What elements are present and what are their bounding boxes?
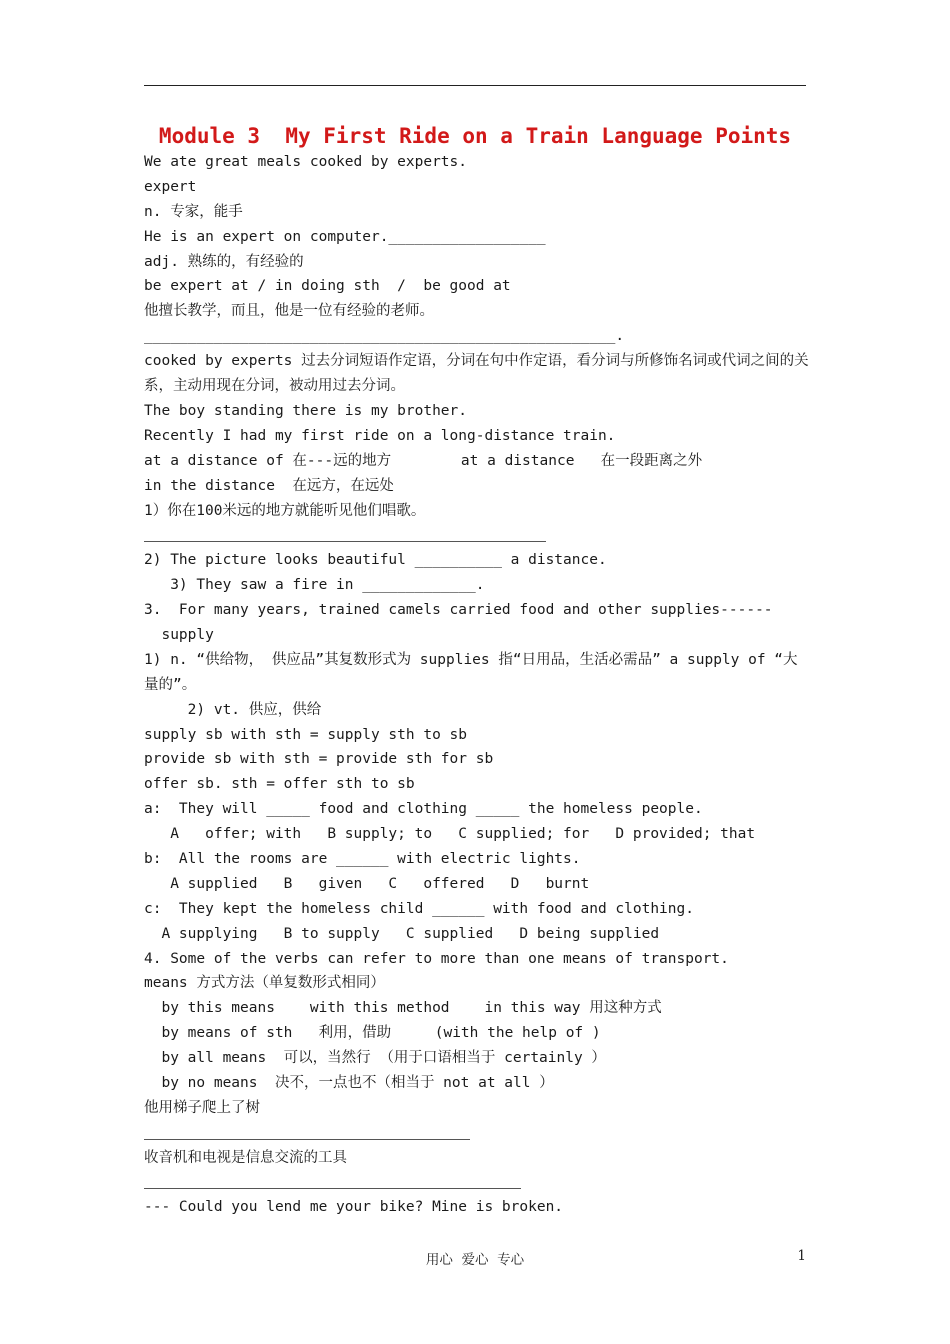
text-line: He is an expert on computer.__________________ [144, 228, 546, 245]
text-line: means 方式方法（单复数形式相同） [144, 975, 385, 992]
text-line: The boy standing there is my brother. [144, 402, 468, 419]
text-line: n. 专家，能手 [144, 203, 243, 220]
text-line: We ate great meals cooked by experts. [144, 154, 468, 170]
text-line: 他擅长教学，而且，他是一位有经验的老师。 [144, 303, 434, 320]
text-line: provide sb with sth = provide sth for sb [144, 751, 494, 768]
answer-rule [144, 1171, 810, 1196]
text-line: b: All the rooms are ______ with electric lights. [144, 851, 581, 867]
text-line: A offer; with B supply; to C supplied; for D provided; that [144, 826, 756, 843]
text-line: in the distance 在远方，在远处 [144, 477, 394, 494]
page-number: 1 [797, 1248, 806, 1264]
text-line: supply sb with sth = supply sth to sb [144, 726, 468, 743]
document-body [144, 150, 810, 1220]
text-line: 4. Some of the verbs can refer to more than one means of transport. [144, 950, 729, 967]
text-line: 2) vt. 供应，供给 [144, 701, 322, 718]
answer-rule [144, 1121, 810, 1146]
text-paragraph: cooked by experts 过去分词短语作定语，分词在句中作定语，看分词与所修饰名词或代词之间的关系，主动用现在分词，被动用过去分词。 [144, 353, 809, 395]
text-line: offer sb. sth = offer sth to sb [144, 776, 415, 793]
text-line: expert [144, 178, 197, 195]
text-line: 2) The picture looks beautiful __________ a distance. [144, 552, 607, 569]
text-line: adj. 熟练的，有经验的 [144, 253, 304, 270]
page-title: Module 3 My First Ride on a Train Language Points [158, 124, 792, 148]
text-line: by means of sth 利用，借助 (with the help of ) [144, 1025, 601, 1042]
text-line: A supplying B to supply C supplied D being supplied [144, 925, 660, 942]
answer-blank-line: ______________________________________________________. [144, 328, 625, 345]
text-line: 3. For many years, trained camels carried food and other supplies------ [144, 602, 773, 619]
text-line: by no means 决不，一点也不（相当于 not at all ） [144, 1075, 554, 1092]
text-line: c: They kept the homeless child ______ with food and clothing. [144, 900, 694, 917]
text-line: supply [144, 626, 214, 643]
page-footer [0, 1248, 950, 1268]
footer-motto: 用心 爱心 专心 [425, 1252, 525, 1268]
text-line: 收音机和电视是信息交流的工具 [144, 1149, 347, 1166]
answer-rule [144, 523, 810, 548]
text-line: at a distance of 在---远的地方 at a distance 在一段距离之外 [144, 452, 703, 469]
text-line: 他用梯子爬上了树 [144, 1099, 260, 1116]
text-line: Recently I had my first ride on a long-distance train. [144, 427, 616, 444]
text-line: by this means with this method in this way 用这种方式 [144, 1000, 662, 1017]
text-line: --- Could you lend me your bike? Mine is broken. [144, 1199, 564, 1216]
header-rule [144, 85, 806, 86]
text-paragraph: 1) n. “供给物， 供应品”其复数形式为 supplies 指“日用品，生活必需品” a supply of “大量的”。 [144, 651, 798, 693]
text-line: 3) They saw a fire in _____________. [144, 577, 485, 594]
text-line: by all means 可以，当然行 （用于口语相当于 certainly ） [144, 1050, 606, 1067]
text-line: be expert at / in doing sth / be good at [144, 278, 511, 295]
text-line: 1）你在100米远的地方就能听见他们唱歌。 [144, 502, 426, 519]
text-line: a: They will _____ food and clothing _____ the homeless people. [144, 801, 703, 818]
text-line: A supplied B given C offered D burnt [144, 875, 590, 892]
